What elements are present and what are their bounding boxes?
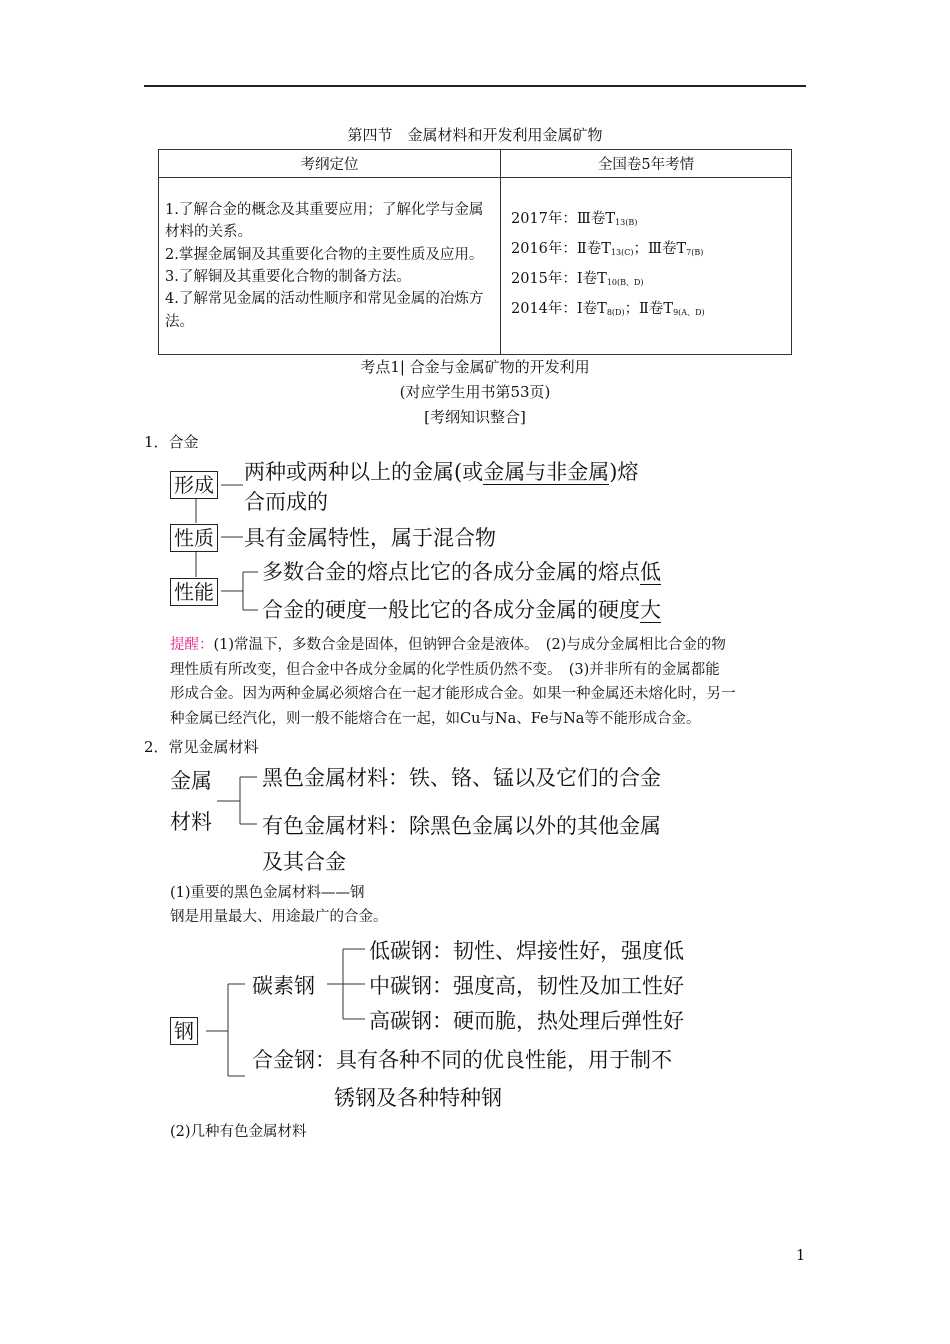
exam-2015: 2015年：Ⅰ卷$T_{10(B、D)}$	[511, 271, 644, 287]
subheading-nonferrous: (2)几种有色金属材料	[170, 1124, 307, 1140]
tip-line: 提醒：(1)常温下，多数合金是固体，但钠钾合金是液体。 (2)与成分金属相比合金的物	[170, 637, 726, 653]
exam-2017: 2017年：Ⅲ卷$T_{13(B)}$	[511, 211, 638, 227]
table-header-right: 全国卷5年考情	[501, 150, 792, 178]
table-header-left: 考纲定位	[159, 150, 501, 178]
performance-label-box: 性能	[170, 578, 218, 606]
form-label-box: 形成	[170, 471, 218, 499]
form-text: 两种或两种以上的金属(或金属与非金属)熔	[244, 460, 639, 484]
requirement-item: 1.了解合金的概念及其重要应用；了解化学与金属材料的关系。	[165, 202, 484, 241]
steel-description: 钢是用量最大、用途最广的合金。	[170, 909, 388, 925]
property-label-box: 性质	[170, 524, 218, 552]
color-metal-text-cont: 及其合金	[262, 850, 346, 874]
tip-block	[170, 633, 810, 731]
section-title: 第四节 金属材料和开发利用金属矿物	[347, 126, 603, 144]
property-text: 具有金属特性，属于混合物	[244, 526, 496, 550]
alloy-steel: 合金钢：具有各种不同的优良性能，用于制不	[252, 1048, 672, 1072]
color-metal-text: 有色金属材料：除黑色金属以外的其他金属	[262, 814, 661, 838]
knowledge-heading: [考纲知识整合]	[424, 408, 526, 426]
page-number: 1	[796, 1248, 806, 1264]
heading-metal-materials: 2．常见金属材料	[144, 738, 259, 756]
metal-label-2: 材料	[170, 810, 212, 834]
performance-melting: 多数合金的熔点比它的各成分金属的熔点低	[262, 560, 661, 584]
exam-2016: 2016年：Ⅱ卷$T_{13(C)}$；Ⅲ卷$T_{7(B)}$	[511, 241, 704, 257]
tip-line: 形成合金。因为两种金属必须熔合在一起才能形成合金。如果一种金属还未熔化时，另一	[170, 686, 736, 702]
requirement-item: 2.掌握金属铜及其重要化合物的主要性质及应用。	[165, 246, 484, 263]
carbon-steel-label: 碳素钢	[252, 974, 315, 998]
steel-root-box: 钢	[170, 1017, 198, 1045]
tip-line: 种金属已经汽化，则一般不能熔合在一起，如Cu与Na、Fe与Na等不能形成合金。	[170, 710, 701, 727]
tip-line: 理性质有所改变，但合金中各成分金属的化学性质仍然不变。 (3)并非所有的金属都能	[170, 661, 720, 678]
requirement-item: 4.了解常见金属的活动性顺序和常见金属的冶炼方法。	[165, 291, 484, 330]
medium-carbon-steel: 中碳钢：强度高，韧性及加工性好	[369, 974, 684, 998]
subheading-black-steel: (1)重要的黑色金属材料——钢	[170, 885, 365, 901]
performance-hardness: 合金的硬度一般比它的各成分金属的硬度大	[262, 598, 661, 622]
low-carbon-steel: 低碳钢：韧性、焊接性好，强度低	[369, 939, 684, 963]
black-metal-text: 黑色金属材料：铁、铬、锰以及它们的合金	[262, 766, 661, 790]
heading-alloy: 1．合金	[144, 433, 199, 451]
alloy-steel-cont: 锈钢及各种特种钢	[334, 1086, 502, 1110]
requirement-item: 3.了解铜及其重要化合物的制备方法。	[165, 269, 411, 285]
metal-label-1: 金属	[170, 769, 212, 793]
high-carbon-steel: 高碳钢：硬而脆，热处理后弹性好	[369, 1009, 684, 1033]
book-reference: (对应学生用书第53页)	[399, 383, 551, 401]
kaodian-title: 考点1| 合金与金属矿物的开发利用	[360, 358, 590, 376]
form-text-cont: 合而成的	[244, 490, 328, 514]
tip-label: 提醒：	[170, 637, 214, 653]
exam-2014: 2014年：Ⅰ卷$T_{8(D)}$；Ⅱ卷$T_{9(A、D)}$	[511, 301, 705, 317]
